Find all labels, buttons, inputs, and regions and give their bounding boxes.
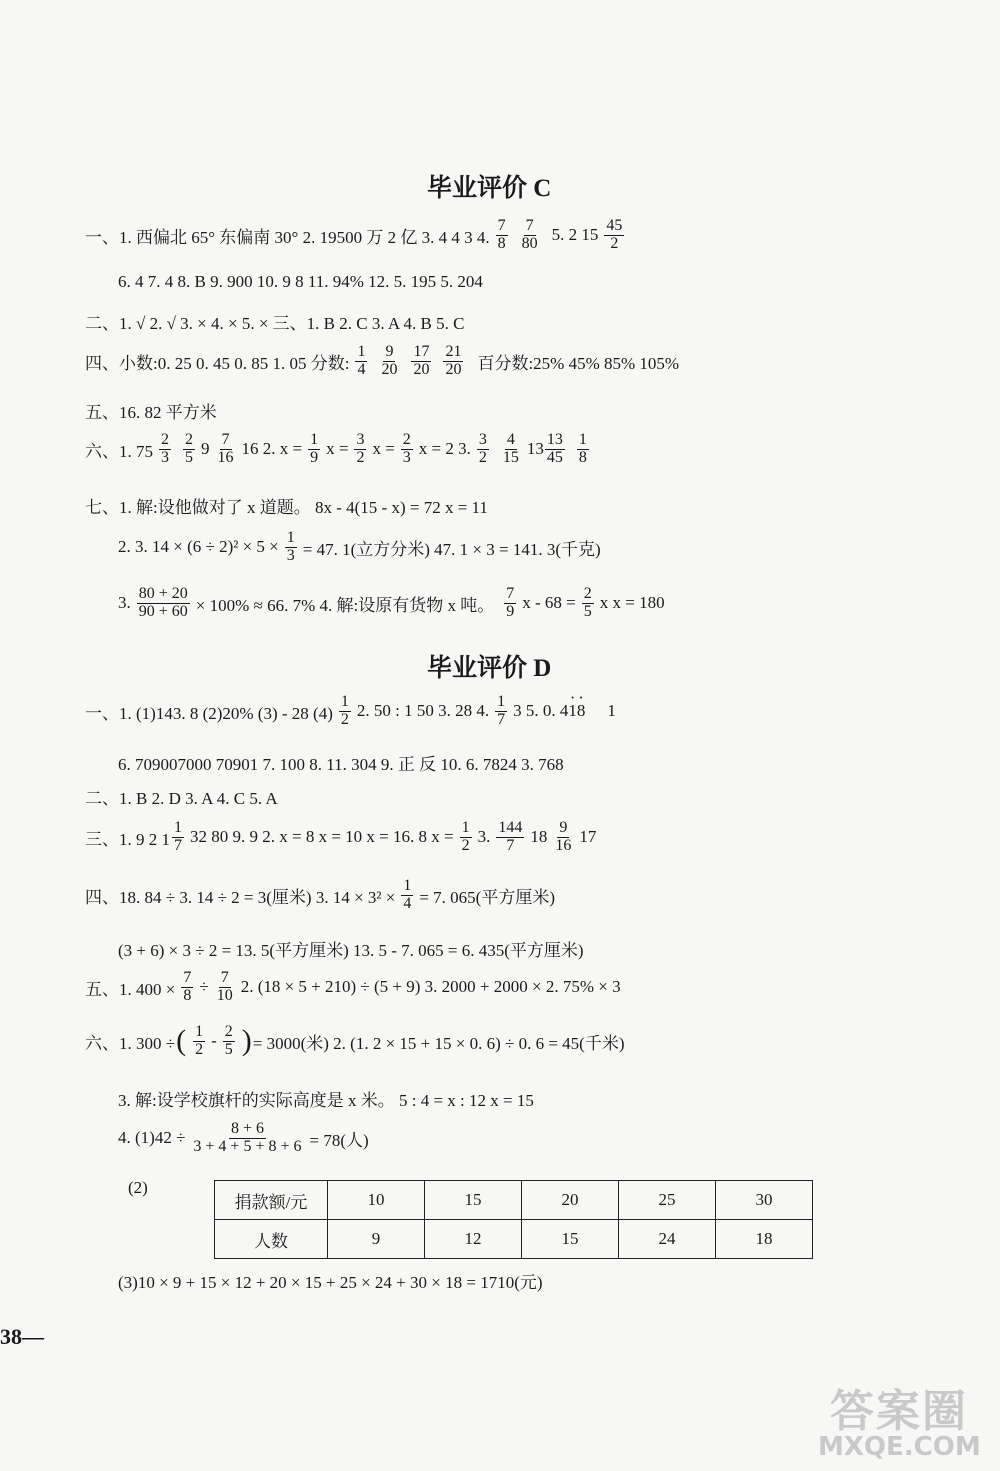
d-line-12: (3)10 × 9 + 15 × 12 + 20 × 15 + 25 × 24 + 30 × 18 = 1710(元): [118, 1273, 543, 1292]
d-line-4: 三、1. 9 2 1 $\frac{1}{7}$ 32 80 9. 9 2. x = 8 x = 10 x = 16. 8 x = $\frac{1}{2}$ 3. $\frac{144}{7}$ 18 $\frac{9}{16}$ 17: [85, 819, 597, 854]
table-cell: 捐款额/元: [215, 1181, 328, 1220]
fraction: $\frac{1}{2}$: [461, 819, 470, 854]
table-cell: 20: [522, 1181, 619, 1220]
fraction: $\frac{7}{8}$: [183, 969, 192, 1004]
d-line-9: 3. 解:设学校旗杆的实际高度是 x 米。 5 : 4 = x : 12 x = 15: [118, 1091, 534, 1110]
table-cell: 25: [619, 1181, 716, 1220]
fraction: $\frac{2}{3}$: [161, 431, 169, 466]
fraction: $\frac{7}{16}$: [217, 431, 234, 466]
table-row: [215, 1220, 813, 1259]
fraction: $\frac{1}{8}$: [578, 431, 587, 466]
fraction: $\frac{1}{2}$: [340, 693, 349, 728]
fraction: $\frac{1}{2}$: [195, 1023, 204, 1058]
fraction: $\frac{1}{7}$: [174, 819, 182, 854]
fraction: $\frac{1}{4}$: [403, 877, 412, 912]
table-cell: 24: [619, 1220, 716, 1259]
section-d-title: 毕业评价 D: [427, 655, 552, 682]
fraction: $\frac{1}{3}$: [286, 529, 295, 564]
section-c-title: 毕业评价 C: [427, 175, 552, 202]
table-cell: 9: [328, 1220, 425, 1259]
c-line-2: 6. 4 7. 4 8. B 9. 900 10. 9 8 11. 94% 12. 5. 195 5. 204: [118, 272, 483, 291]
fraction: $\frac{13}{45}$: [546, 431, 563, 466]
table-cell: 12: [425, 1220, 522, 1259]
fraction: $\frac{9}{20}$: [381, 343, 398, 378]
fraction: $\frac{3}{2}$: [478, 431, 487, 466]
table-cell: 人数: [215, 1220, 328, 1259]
fraction: $\frac{144}{7}$: [498, 819, 523, 854]
repeating-digit: · 1: [568, 701, 577, 721]
page-number: 38—: [0, 1324, 44, 1349]
fraction: $\frac{1}{4}$: [357, 343, 366, 378]
table-cell: 15: [522, 1220, 619, 1259]
fraction: $\frac{2}{5}$: [583, 585, 592, 620]
c-line-7: 七、1. 解:设他做对了 x 道题。 8x - 4(15 - x) = 72 x = 11: [85, 498, 488, 517]
c-line-4: 四、小数:0. 25 0. 45 0. 85 1. 05 分数: $\frac{1}{4}$ $\frac{9}{20}$ $\frac{17}{20}$ $\frac{21}{20}$ 百分数:25% 45% 85% 105%: [85, 343, 680, 378]
watermark-logo: 答案圈: [830, 1386, 968, 1437]
fraction: $\frac{17}{20}$: [413, 343, 430, 378]
table-cell: 18: [716, 1220, 813, 1259]
fraction: $\frac{2}{5}$: [224, 1023, 233, 1058]
c-line-9: 3. $\frac{80 + 20}{90 + 60}$ × 100% ≈ 66. 7% 4. 解:设原有货物 x 吨。 $\frac{7}{9}$ x - 68 = $\frac{2}{5}$ x x = 180: [118, 585, 665, 620]
d-line-10: 4. (1)42 ÷ $\frac{8 + 6}{3 + 4 + 5 + 8 + 6}$ = 78(人): [118, 1120, 369, 1155]
d-line-3: 二、1. B 2. D 3. A 4. C 5. A: [85, 789, 278, 808]
fraction: $\frac{1}{9}$: [310, 431, 319, 466]
fraction: $\frac{80 + 20}{90 + 60}$: [138, 585, 188, 620]
fraction: $\frac{7}{8}$: [497, 217, 506, 252]
table-cell: 15: [425, 1181, 522, 1220]
table-cell: 10: [328, 1181, 425, 1220]
c-line-1: 一、1. 西偏北 65° 东偏南 30° 2. 19500 万 2 亿 3. 4 4 3 4. $\frac{7}{8}$ $\frac{7}{80}$ 5. 2 15 $\frac{45}{2}$: [85, 217, 623, 252]
d-line-7: 五、1. 400 × $\frac{7}{8}$ ÷ $\frac{7}{10}$ 2. (18 × 5 + 210) ÷ (5 + 9) 3. 2000 + 2000 × 2. 75% × 3: [85, 969, 621, 1004]
fraction: $\frac{45}{2}$: [606, 217, 623, 252]
table-row: [215, 1181, 813, 1220]
donation-table: [214, 1180, 813, 1259]
fraction: $\frac{7}{10}$: [216, 969, 233, 1004]
d-line-6: (3 + 6) × 3 ÷ 2 = 13. 5(平方厘米) 13. 5 - 7. 065 = 6. 435(平方厘米): [118, 941, 584, 960]
fraction: $\frac{7}{9}$: [506, 585, 515, 620]
fraction: $\frac{1}{7}$: [497, 693, 506, 728]
fraction: $\frac{4}{15}$: [502, 431, 519, 466]
d-line-1: 一、1. (1)143. 8 (2)20% (3) - 28 (4) $\frac{1}{2}$ 2. 50 : 1 50 3. 28 4. $\frac{1}{7}$ 3 5. 0. 4 · 1 · 8 1: [85, 694, 616, 729]
fraction: $\frac{2}{5}$: [185, 431, 193, 466]
repeating-digit: · 8: [577, 701, 586, 721]
fraction: $\frac{3}{2}$: [356, 431, 365, 466]
fraction: $\frac{2}{3}$: [402, 431, 411, 466]
d-line-2: 6. 709007000 70901 7. 100 8. 11. 304 9. 正 反 10. 6. 7824 3. 768: [118, 755, 564, 774]
fraction: $\frac{8 + 6}{3 + 4 + 5 + 8 + 6}$: [193, 1120, 302, 1155]
fraction: $\frac{21}{20}$: [445, 343, 462, 378]
watermark-url: MXQE.COM: [818, 1432, 981, 1462]
table-cell: 30: [716, 1181, 813, 1220]
c-line-8: 2. 3. 14 × (6 ÷ 2)² × 5 × $\frac{1}{3}$ = 47. 1(立方分米) 47. 1 × 3 = 141. 3(千克): [118, 529, 601, 564]
d-line-8: 六、1. 300 ÷ ( $\frac{1}{2}$ - $\frac{2}{5}$ ) = 3000(米) 2. (1. 2 × 15 + 15 × 0. 6) ÷ 0. 6 = 45(千米): [85, 1023, 625, 1058]
fraction: $\frac{7}{80}$: [521, 217, 538, 252]
c-line-3: 二、1. √ 2. √ 3. × 4. × 5. × 三、1. B 2. C 3. A 4. B 5. C: [85, 314, 465, 333]
c-line-5: 五、16. 82 平方米: [85, 403, 217, 422]
d-line-11: (2): [128, 1178, 148, 1197]
c-line-6: 六、1. 75 $\frac{2}{3}$ $\frac{2}{5}$ 9 $\frac{7}{16}$ 16 2. x = $\frac{1}{9}$ x = $\frac{3}{2}$ x = $\frac{2}{3}$ x = 2 3. $\frac{3}{2}$ $\frac{4}{15}$ 13 $\frac{13}{45}$ $\frac{1}{8}$: [85, 431, 587, 466]
d-line-5: 四、18. 84 ÷ 3. 14 ÷ 2 = 3(厘米) 3. 14 × 3² × $\frac{1}{4}$ = 7. 065(平方厘米): [85, 877, 556, 912]
fraction: $\frac{9}{16}$: [555, 819, 572, 854]
